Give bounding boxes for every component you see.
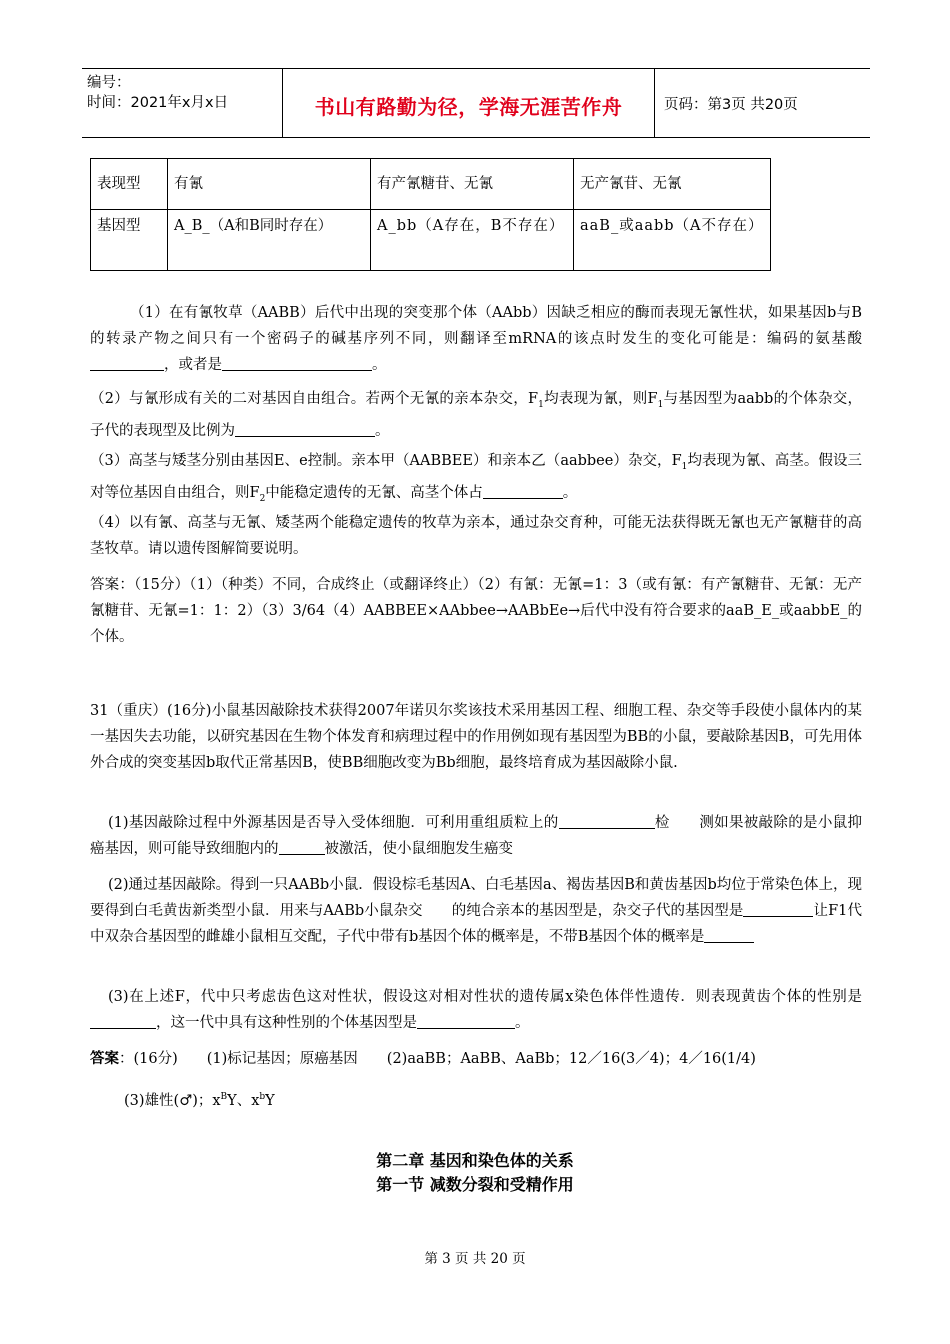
answer-block-2-line-2 bbox=[124, 1084, 824, 1114]
subscript: 1 bbox=[538, 399, 544, 410]
table-cell: 无产氰苷、无氰 bbox=[574, 159, 771, 210]
chapter-title: 第二章 基因和染色体的关系 bbox=[376, 1151, 574, 1170]
question-text: (2)通过基因敲除。得到一只AABb小鼠．假设棕毛基因A、白毛基因a、褐齿基因B和黄齿基因b均位于常染色体上，现要得到白毛黄齿新类型小鼠．用来与AABb小鼠杂交 的纯合亲本的基因型是，杂交子代的基因型是 bbox=[90, 877, 862, 919]
answer-blank bbox=[235, 421, 375, 437]
question-text: （1）在有氰牧草（AABB）后代中出现的突变那个体（AAbb）因缺乏相应的酶而表现无氰性状，如果基因b与B的转录产物之间只有一个密码子的碱基序列不同，则翻译至mRNA的该点时发生的变化可能是：编码的氨基酸 bbox=[90, 305, 862, 347]
table-cell: 表现型 bbox=[91, 159, 168, 210]
answer-text: (3)雄性(♂)；x bbox=[124, 1092, 221, 1109]
answer-text: ：(16分) (1)标记基因；原癌基因 (2)aaBB；AaBB、AaBb；12／16(3／4)；4／16(1/4) bbox=[119, 1051, 756, 1067]
answer-blank bbox=[279, 840, 325, 856]
answer-blank bbox=[743, 902, 813, 918]
answer-text: 答案：（15分）（1）（种类）不同，合成终止（或翻译终止）（2）有氰：无氰=1：3（或有氰：有产氰糖苷、无氰：无产氰糖苷、无氰=1：1：2）（3）3/64（4）AABBEE×AAbbee→AABbEe→后代中没有符合要求的aaB_E_或aabbE_的个体。 bbox=[90, 577, 862, 645]
question-2 bbox=[90, 386, 862, 444]
superscript: b bbox=[259, 1092, 266, 1102]
header-number-label: 编号： bbox=[87, 75, 131, 91]
table-cell: A_B_（A和B同时存在） bbox=[168, 210, 371, 271]
table-row bbox=[91, 159, 771, 210]
answer-blank bbox=[90, 356, 164, 372]
answer-blank bbox=[417, 1014, 515, 1030]
table-cell: aaB_或aabb（A不存在） bbox=[574, 210, 771, 271]
question-4 bbox=[90, 510, 862, 562]
answer-block-1 bbox=[90, 572, 862, 650]
question-text: （3）高茎与矮茎分别由基因E、e控制。亲本甲（AABBEE）和亲本乙（aabbee）杂交，F bbox=[90, 453, 682, 469]
question-text: 均表现为氰，则F bbox=[543, 391, 658, 407]
table-cell: 基因型 bbox=[91, 210, 168, 271]
subscript: 1 bbox=[681, 461, 688, 472]
header-motto: 书山有路勤为径，学海无涯苦作舟 bbox=[314, 95, 623, 119]
answer-blank bbox=[222, 356, 372, 372]
subscript: 2 bbox=[259, 493, 266, 504]
answer-blank bbox=[704, 928, 754, 944]
question-text: （2）与氰形成有关的二对基因自由组合。若两个无氰的亲本杂交，F bbox=[90, 391, 539, 407]
answer-block-2 bbox=[90, 1046, 862, 1072]
table-cell: 有氰 bbox=[168, 159, 371, 210]
question-text: 均表现为氰、高茎。假设三对等位基因自由组合，则F bbox=[90, 453, 863, 501]
question-text: 与基因型为aabb的个体杂交，子代的表现型及比例为 bbox=[90, 391, 862, 439]
answer-blank bbox=[559, 814, 655, 830]
answer-label: 答案 bbox=[90, 1050, 119, 1067]
question-text: (3)在上述F，代中只考虑齿色这对性状，假设这对相对性状的遗传属x染色体伴性遗传．则表现黄齿个体的性别是 bbox=[108, 989, 862, 1005]
question-text: 31（重庆）(16分)小鼠基因敲除技术获得2007年诺贝尔奖该技术采用基因工程、细胞工程、杂交等手段使小鼠体内的某一基因失去功能，以研究基因在生物个体发育和病理过程中的作用例如现有基因型为BB的小鼠，要敲除基因B，可先用体外合成的突变基因b取代正常基因B，使BB细胞改变为Bb细胞，最终培育成为基因敲除小鼠. bbox=[90, 703, 862, 771]
answer-blank bbox=[483, 483, 563, 499]
header-page-label: 页码：第3页 共20页 bbox=[664, 97, 798, 113]
question-text: 。 bbox=[372, 357, 387, 373]
header-date-label: 时间：2021年x月x日 bbox=[87, 95, 229, 111]
question-text: ，这一代中具有这种性别的个体基因型是 bbox=[156, 1015, 417, 1031]
answer-blank bbox=[90, 1014, 156, 1030]
question-text: 。 bbox=[515, 1015, 530, 1031]
phenotype-genotype-table bbox=[90, 158, 771, 271]
question-text: 。 bbox=[375, 422, 390, 439]
question-1 bbox=[90, 300, 862, 378]
page-footer: 第 3 页 共 20 页 bbox=[424, 1251, 526, 1267]
question-3 bbox=[90, 448, 862, 512]
superscript: B bbox=[220, 1092, 228, 1102]
header-divider bbox=[654, 69, 655, 137]
header-meta bbox=[87, 73, 277, 113]
section-title: 第一节 减数分裂和受精作用 bbox=[376, 1175, 574, 1194]
question-31 bbox=[90, 698, 862, 776]
question-31-part-1 bbox=[90, 810, 862, 862]
answer-text: Y、x bbox=[227, 1092, 260, 1109]
table-cell: A_bb（A存在，B不存在） bbox=[371, 210, 574, 271]
question-text: 。 bbox=[562, 484, 578, 501]
subscript: 1 bbox=[657, 399, 664, 410]
question-31-part-2 bbox=[90, 872, 862, 950]
page-header bbox=[82, 68, 870, 138]
question-31-part-3 bbox=[90, 984, 862, 1036]
table-cell: 有产氰糖苷、无氰 bbox=[371, 159, 574, 210]
question-text: 让F1代中双杂合基因型的雌雄小鼠相互交配，子代中带有b基因个体的概率是，不带B基因个体的概率是 bbox=[90, 903, 862, 945]
table-row bbox=[91, 210, 771, 271]
question-text: 中能稳定遗传的无氰、高茎个体占 bbox=[265, 484, 483, 501]
question-text: （4）以有氰、高茎与无氰、矮茎两个能稳定遗传的牧草为亲本，通过杂交育种，可能无法获得既无氰也无产氰糖苷的高茎牧草。请以遗传图解简要说明。 bbox=[90, 515, 862, 557]
question-text: 检 测如果被敲除的是小鼠抑癌基因，则可能导致细胞内的 bbox=[90, 815, 863, 857]
question-text: ，或者是 bbox=[164, 357, 222, 373]
question-text: (1)基因敲除过程中外源基因是否导入受体细胞．可利用重组质粒上的 bbox=[108, 815, 559, 831]
answer-text: Y bbox=[265, 1092, 275, 1109]
question-text: 被激活，使小鼠细胞发生癌变 bbox=[324, 841, 513, 857]
